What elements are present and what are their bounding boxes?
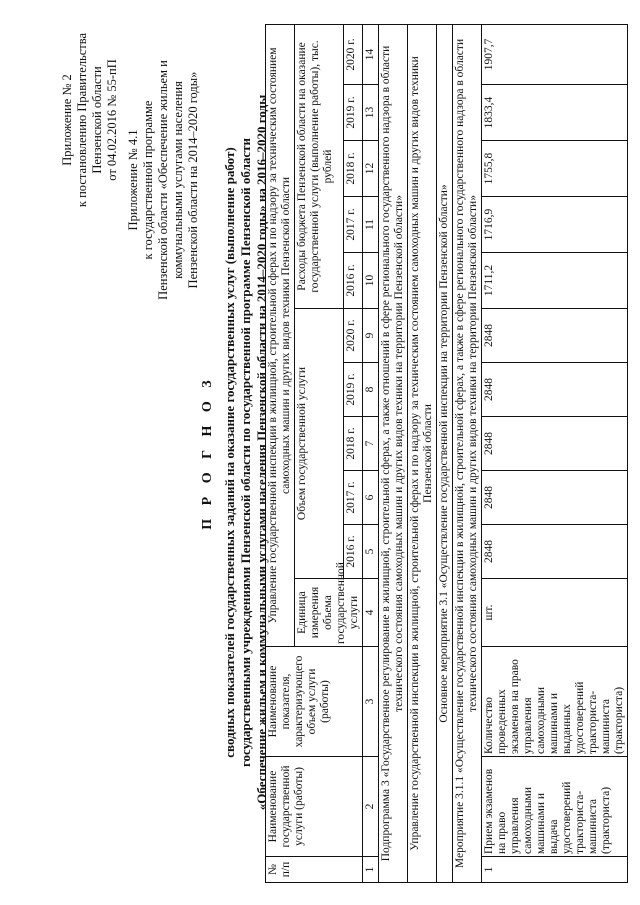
year-cell: 2019 г. [344, 85, 363, 141]
expense-cell: 1907,7 [482, 24, 628, 84]
expense-cell: 1711,2 [482, 253, 628, 309]
activity-title: Мероприятие 3.1.1 «Осуществление государственной инспекции в жилищной, строительной сферах, а также в сфере регионального государственного надзора в области технического состояния самоходных машин и других видов техники на территории Пензенской области» [453, 24, 482, 882]
approval-block-decree [60, 20, 120, 220]
row-indicator: Количество проведенных экзаменов на право управления самоходными машинами и выданных удостоверений тракториста-машиниста (тракториста) [482, 647, 628, 757]
approval-line: к постановлению Правительства [75, 32, 89, 208]
agency-title: Управление государственной инспекции в жилищной, строительной сферах и по надзору за техническим состоянием самоходных машин и других видов техники Пензенской области [408, 24, 437, 882]
volume-cell: 2848 [482, 417, 628, 471]
activity-row [453, 24, 482, 882]
header-unit: Единица измерения объема государственной услуги [295, 579, 363, 647]
row-unit: шт. [482, 579, 628, 647]
volume-cell: 2848 [482, 363, 628, 417]
column-number: 9 [363, 309, 379, 363]
column-number: 4 [363, 579, 379, 647]
approval-line: Пензенской области «Обеспечение жильем и [156, 60, 170, 300]
main-activity-row [437, 24, 453, 882]
approval-line: Приложение № 2 [60, 74, 74, 166]
row-service: Прием экзаменов на право управления самоходными машинами и выдача удостоверений тракториста-машиниста (тракториста) [482, 757, 628, 857]
year-cell: 2020 г. [344, 24, 363, 84]
header-service: Наименование государственной услуги (работы) [266, 757, 363, 857]
header-indicator: Наименование показателя, характеризующего объем услуги (работы) [266, 647, 363, 757]
title-line: «Обеспечение жильем и коммунальными услугами населения Пензенской области на 2014–2020 годы» на 2016–2020 годы [254, 94, 269, 811]
column-number: 5 [363, 525, 379, 579]
approval-line: Пензенской области на 2014–2020 годы» [186, 71, 200, 289]
title-line: государственными учреждениями Пензенской области по государственной программе Пензенской области [238, 137, 253, 768]
column-number: 8 [363, 363, 379, 417]
approval-line: коммунальными услугами населения [171, 81, 185, 279]
subprogram-title: Подпрограмма 3 «Государственное регулирование в жилищной, строительной сферах, а также отношений в сфере регионального государственного надзора в области технического состояния самоходных машин и других видов техники на территории Пензенской области» [379, 24, 408, 882]
header-agency: Управление государственной инспекции в жилищной, строительной сферах и по надзору за техническим состоянием самоходных машин и других видов техники Пензенской области [266, 24, 295, 646]
expense-cell: 1755,8 [482, 141, 628, 197]
column-number: 12 [363, 141, 379, 197]
year-cell: 2017 г. [344, 197, 363, 253]
column-number: 2 [363, 757, 379, 857]
volume-cell: 2848 [482, 471, 628, 525]
table-row [482, 24, 628, 882]
main-activity-title: Основное мероприятие 3.1 «Осуществление государственной инспекции на территории Пензенской области» [437, 24, 453, 882]
row-num: 1 [482, 857, 628, 883]
agency-row [408, 24, 437, 882]
header-volume: Объем государственной услуги [295, 309, 344, 579]
column-number: 6 [363, 471, 379, 525]
approval-block-program [126, 20, 201, 340]
column-number: 10 [363, 253, 379, 309]
approval-line: Приложение № 4.1 [126, 129, 140, 231]
column-number-row [363, 24, 379, 882]
year-cell: 2016 г. [344, 525, 363, 579]
approval-line: Пензенской области [90, 66, 104, 174]
forecast-table [265, 24, 628, 883]
title-heading: П Р О Г Н О З [200, 375, 215, 530]
column-number: 3 [363, 647, 379, 757]
year-cell: 2016 г. [344, 253, 363, 309]
title-line: сводных показателей государственных заданий на оказание государственных услуг (выполнение работ) [222, 147, 237, 758]
expense-cell: 1833,4 [482, 85, 628, 141]
approval-line: от 04.02.2016 № 55-пП [105, 59, 119, 181]
column-number: 11 [363, 197, 379, 253]
year-cell: 2019 г. [344, 363, 363, 417]
volume-cell: 2848 [482, 525, 628, 579]
year-cell: 2020 г. [344, 309, 363, 363]
year-cell: 2018 г. [344, 141, 363, 197]
column-number: 13 [363, 85, 379, 141]
column-number: 14 [363, 24, 379, 84]
approval-line: к государственной программе [141, 100, 155, 260]
year-cell: 2017 г. [344, 471, 363, 525]
header-num: № п/п [266, 857, 363, 883]
header-row [266, 24, 295, 882]
header-expenses: Расходы бюджета Пензенской области на оказание государственной услуги (выполнение работы), тыс. рублей [295, 24, 344, 308]
subprogram-row [379, 24, 408, 882]
year-cell: 2018 г. [344, 417, 363, 471]
expense-cell: 1716,9 [482, 197, 628, 253]
column-number: 1 [363, 857, 379, 883]
volume-cell: 2848 [482, 309, 628, 363]
document-title [200, 40, 270, 865]
column-number: 7 [363, 417, 379, 471]
